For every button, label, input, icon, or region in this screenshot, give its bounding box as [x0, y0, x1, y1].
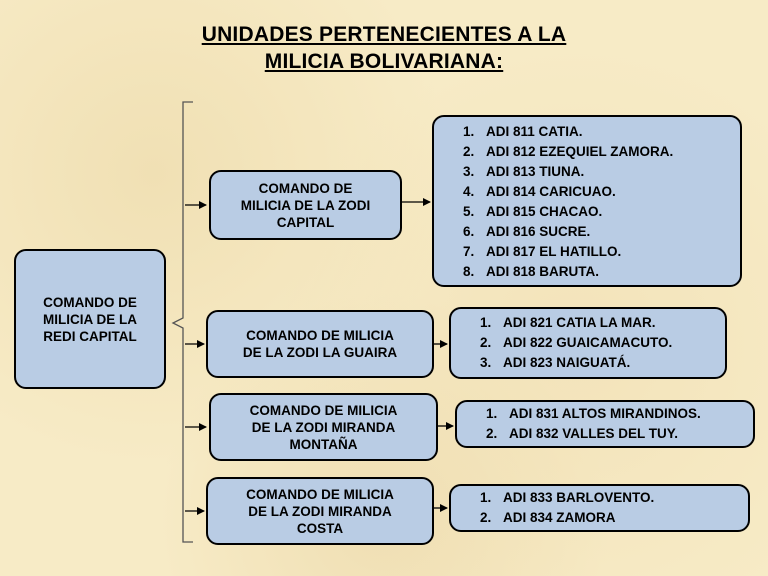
command-line: CAPITAL: [276, 214, 335, 230]
command-line: MONTAÑA: [289, 436, 358, 452]
unit-list-item: 7. ADI 817 EL HATILLO.: [478, 242, 740, 262]
command-box-zodi-miranda-costa: [206, 477, 434, 545]
command-line: COMANDO DE MILICIA: [246, 328, 394, 343]
command-line: DE LA ZODI MIRANDA: [251, 419, 396, 435]
root-command-line: REDI CAPITAL: [43, 328, 137, 344]
unit-list-zodi-miranda-montana: [455, 400, 755, 448]
unit-list-item: 2. ADI 832 VALLES DEL TUY.: [501, 424, 753, 444]
command-line: DE LA ZODI LA GUAIRA: [242, 345, 398, 360]
unit-list-item: 5. ADI 815 CHACAO.: [478, 202, 740, 222]
command-box-zodi-miranda-montana: [209, 393, 438, 461]
root-command-line: COMANDO DE: [43, 294, 137, 310]
unit-list-item: 1. ADI 811 CATIA.: [478, 122, 740, 142]
command-line: COSTA: [296, 520, 344, 536]
unit-list-item: 3. ADI 813 TIUNA.: [478, 162, 740, 182]
unit-list-item: 6. ADI 816 SUCRE.: [478, 222, 740, 242]
unit-list-zodi-miranda-costa: [449, 484, 750, 532]
page-title-line-2: MILICIA BOLIVARIANA:: [264, 50, 504, 73]
command-line: COMANDO DE MILICIA: [249, 402, 398, 418]
command-line: COMANDO DE MILICIA: [246, 486, 394, 502]
unit-list-item: 4. ADI 814 CARICUAO.: [478, 182, 740, 202]
unit-list-item: 2. ADI 822 GUAICAMACUTO.: [495, 333, 725, 353]
unit-list-item: 2. ADI 812 EZEQUIEL ZAMORA.: [478, 142, 740, 162]
command-line: DE LA ZODI MIRANDA: [248, 503, 392, 519]
unit-list-item: 1. ADI 821 CATIA LA MAR.: [495, 313, 725, 333]
command-box-zodi-la-guaira: [206, 310, 434, 378]
unit-list-item: 1. ADI 833 BARLOVENTO.: [495, 488, 748, 508]
unit-list-item: 1. ADI 831 ALTOS MIRANDINOS.: [501, 404, 753, 424]
command-line: MILICIA DE LA ZODI: [240, 197, 371, 213]
unit-list-item: 8. ADI 818 BARUTA.: [478, 262, 740, 282]
root-command-box: [14, 249, 166, 389]
unit-list-item: 3. ADI 823 NAIGUATÁ.: [495, 353, 725, 373]
hierarchy-bracket: [173, 102, 193, 542]
unit-list-zodi-la-guaira: [449, 307, 727, 379]
page-title-line-1: UNIDADES PERTENECIENTES A LA: [201, 23, 567, 46]
unit-list-item: 2. ADI 834 ZAMORA: [495, 508, 748, 528]
command-box-zodi-capital: [209, 170, 402, 240]
unit-list-zodi-capital: [432, 115, 742, 287]
command-line: COMANDO DE: [258, 180, 353, 196]
root-command-line: MILICIA DE LA: [43, 311, 137, 327]
